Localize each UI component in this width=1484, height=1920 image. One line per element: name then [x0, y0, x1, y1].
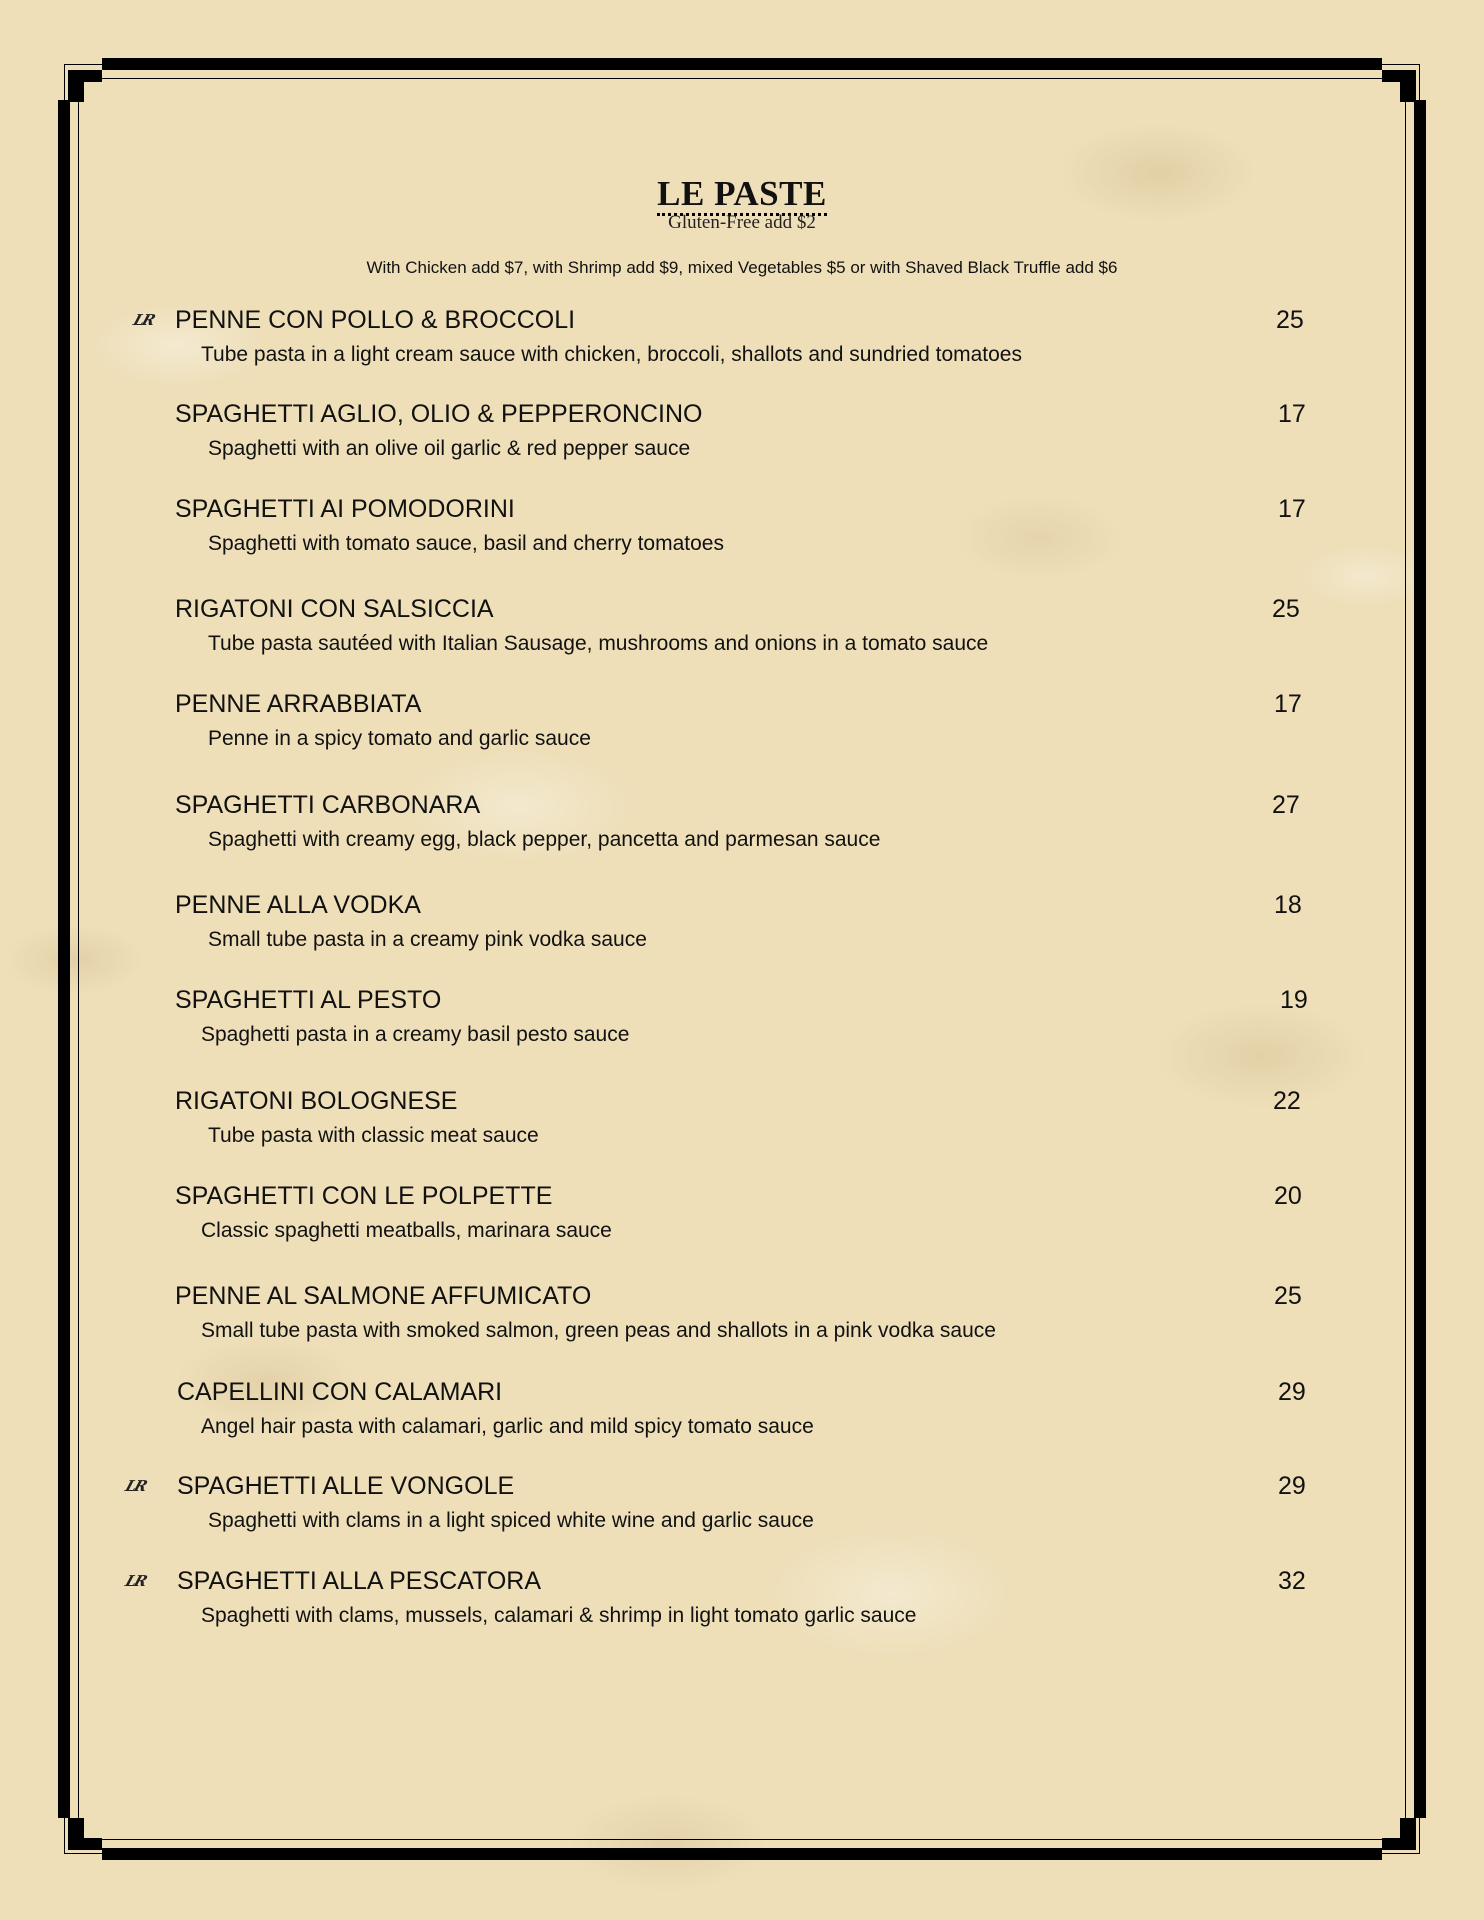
item-price: 29: [1278, 1472, 1306, 1500]
item-price: 29: [1278, 1378, 1306, 1406]
menu-item: [0, 400, 1484, 470]
item-name: SPAGHETTI AL PESTO: [175, 986, 442, 1014]
item-name: PENNE AL SALMONE AFFUMICATO: [175, 1282, 592, 1310]
menu-item: [0, 1182, 1484, 1252]
item-name: SPAGHETTI ALLA PESCATORA: [177, 1567, 542, 1595]
item-description: Angel hair pasta with calamari, garlic and mild spicy tomato sauce: [201, 1415, 814, 1438]
item-description: Classic spaghetti meatballs, marinara sauce: [201, 1219, 612, 1242]
item-name: RIGATONI BOLOGNESE: [175, 1087, 458, 1115]
item-price: 20: [1274, 1182, 1302, 1210]
item-price: 25: [1272, 595, 1300, 623]
addons-note: With Chicken add $7, with Shrimp add $9, mixed Vegetables $5 or with Shaved Black Truffle add $6: [366, 258, 1118, 277]
menu-item: [0, 1378, 1484, 1448]
item-description: Penne in a spicy tomato and garlic sauce: [208, 727, 591, 750]
lr-signature-icon: LR: [123, 1572, 148, 1590]
item-description: Spaghetti with clams, mussels, calamari & shrimp in light tomato garlic sauce: [201, 1604, 917, 1627]
item-description: Spaghetti with an olive oil garlic & red pepper sauce: [208, 437, 691, 460]
menu-title: [0, 174, 1484, 216]
item-description: Small tube pasta with smoked salmon, green peas and shallots in a pink vodka sauce: [201, 1319, 996, 1342]
menu-title-text: LE PASTE: [657, 176, 827, 216]
item-description: Spaghetti pasta in a creamy basil pesto sauce: [201, 1023, 630, 1046]
lr-signature-icon: LR: [131, 311, 156, 329]
item-name: PENNE ARRABBIATA: [175, 690, 422, 718]
menu-item: [0, 986, 1484, 1056]
item-price: 25: [1274, 1282, 1302, 1310]
item-description: Small tube pasta in a creamy pink vodka sauce: [208, 928, 647, 951]
menu-item: [0, 306, 1484, 376]
menu-item: [0, 791, 1484, 861]
item-price: 25: [1276, 306, 1304, 334]
menu-item: [0, 595, 1484, 665]
item-description: Spaghetti with creamy egg, black pepper, pancetta and parmesan sauce: [208, 828, 881, 851]
item-name: SPAGHETTI AI POMODORINI: [175, 495, 515, 523]
menu-item: [0, 1472, 1484, 1542]
item-description: Spaghetti with tomato sauce, basil and cherry tomatoes: [208, 532, 724, 555]
item-name: SPAGHETTI CARBONARA: [175, 791, 481, 819]
menu-item: [0, 1087, 1484, 1157]
item-description: Spaghetti with clams in a light spiced white wine and garlic sauce: [208, 1509, 814, 1532]
item-description: Tube pasta with classic meat sauce: [208, 1124, 539, 1147]
item-price: 17: [1278, 495, 1306, 523]
item-price: 22: [1273, 1087, 1301, 1115]
menu-item: [0, 1282, 1484, 1352]
item-name: PENNE CON POLLO & BROCCOLI: [175, 306, 576, 334]
item-price: 19: [1280, 986, 1308, 1014]
item-description: Tube pasta sautéed with Italian Sausage, mushrooms and onions in a tomato sauce: [208, 632, 989, 655]
lr-signature-icon: LR: [123, 1477, 148, 1495]
item-price: 27: [1272, 791, 1300, 819]
menu-item: [0, 891, 1484, 961]
item-name: SPAGHETTI ALLE VONGOLE: [177, 1472, 515, 1500]
item-price: 17: [1274, 690, 1302, 718]
item-description: Tube pasta in a light cream sauce with chicken, broccoli, shallots and sundried tomatoes: [201, 343, 1022, 366]
item-price: 18: [1274, 891, 1302, 919]
item-price: 32: [1278, 1567, 1306, 1595]
item-name: PENNE ALLA VODKA: [175, 891, 421, 919]
item-name: RIGATONI CON SALSICCIA: [175, 595, 494, 623]
menu-item: [0, 495, 1484, 565]
menu-item: [0, 690, 1484, 760]
item-name: CAPELLINI CON CALAMARI: [177, 1378, 503, 1406]
item-name: SPAGHETTI AGLIO, OLIO & PEPPERONCINO: [175, 400, 703, 428]
item-price: 17: [1278, 400, 1306, 428]
gluten-free-note: Gluten-Free add $2: [668, 212, 816, 233]
menu-item: [0, 1567, 1484, 1637]
item-name: SPAGHETTI CON LE POLPETTE: [175, 1182, 553, 1210]
